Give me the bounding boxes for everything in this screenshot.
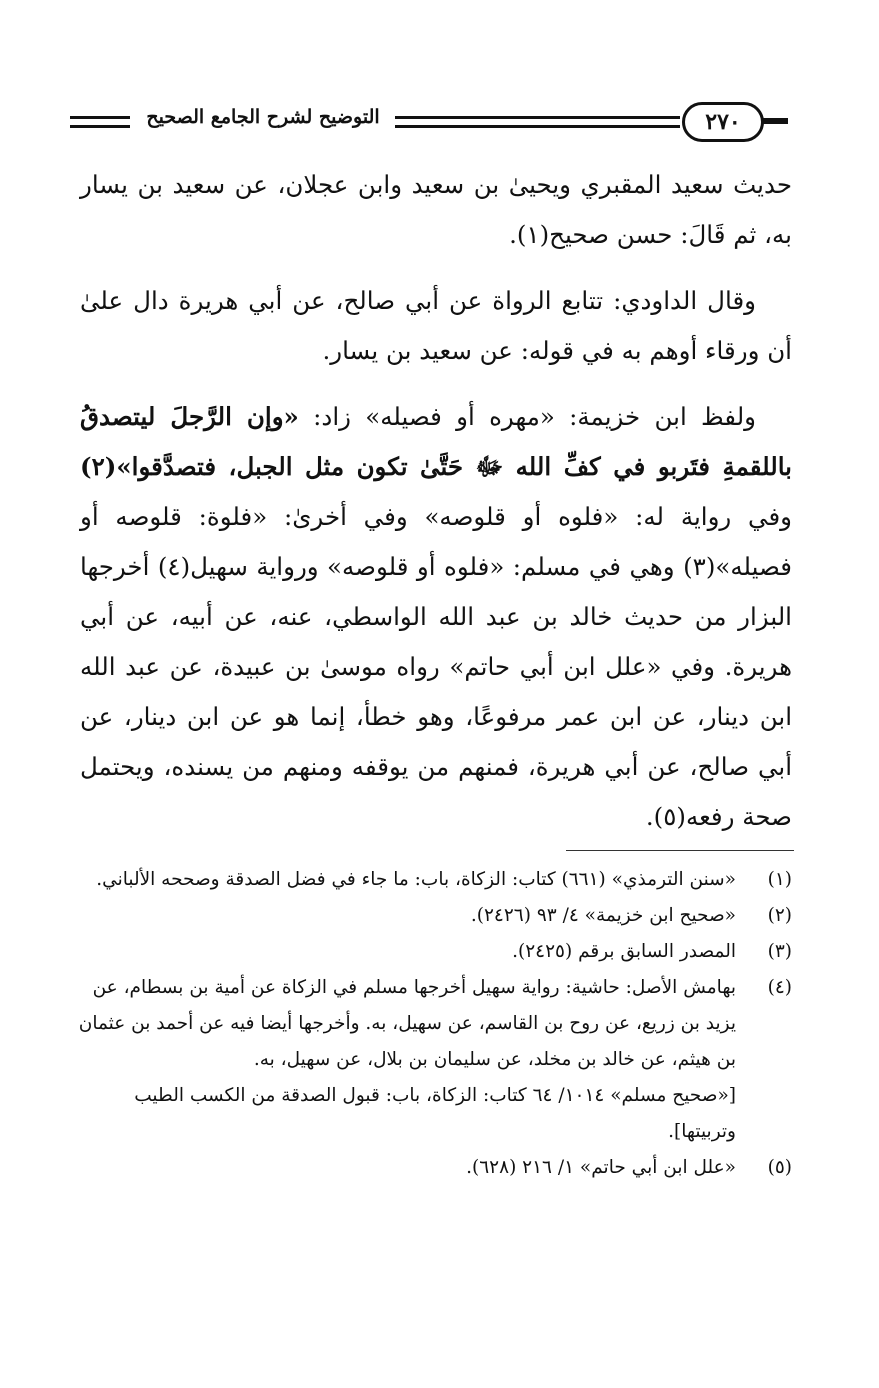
footnote-2 bbox=[70, 898, 792, 934]
footnote-number: (٣) bbox=[767, 941, 792, 962]
header-rule-right bbox=[762, 118, 788, 124]
footnotes bbox=[70, 862, 792, 1186]
header-rule-left bbox=[70, 116, 130, 128]
footnote-number: (٥) bbox=[767, 1157, 792, 1178]
footnote-number: (٤) bbox=[767, 977, 792, 998]
footnote-4-reference: [«صحيح مسلم» ١٠١٤/ ٦٤ كتاب: الزكاة، باب: قبول الصدقة من الكسب الطيب وتربيتها]. bbox=[134, 1085, 736, 1142]
paragraph-1: حديث سعيد المقبري ويحيىٰ بن سعيد وابن عجلان، عن سعيد بن يسار به، ثم قَالَ: حسن صحيح(١). bbox=[80, 170, 792, 249]
footnote-text: بهامش الأصل: حاشية: رواية سهيل أخرجها مسلم في الزكاة عن أمية بن بسطام، عن يزيد بن زريع، عن روح بن القاسم، عن سهيل، به. وأخرجها أيضا فيه عن أحمد بن عثمان بن هيثم، عن خالد بن مخلد، عن سليمان بن بلال، عن سهيل، به. bbox=[78, 977, 736, 1070]
footnote-number: (٢) bbox=[767, 905, 792, 926]
main-text bbox=[80, 160, 792, 858]
paragraph-3 bbox=[80, 392, 792, 842]
footnote-text: «صحيح ابن خزيمة» ٤/ ٩٣ (٢٤٢٦). bbox=[470, 905, 736, 926]
footnote-separator bbox=[566, 850, 794, 851]
footnote-3 bbox=[70, 934, 792, 970]
paragraph-3-rest: وفي رواية له: «فلوه أو قلوصه» وفي أخرىٰ: «فلوة: قلوصه أو فصيله»(٣) وهي في مسلم: «فلوه أو قلوصه» ورواية سهيل(٤) أخرجها البزار من حديث خالد بن عبد الله الواسطي، عنه، عن أبيه، عن أبي هريرة. وفي «علل ابن أبي حاتم» رواه موسىٰ بن عبيدة، عن عبد الله ابن دينار، عن ابن عمر مرفوعًا، وهو خطأ، إنما هو عن ابن دينار، عن أبي صالح، عن أبي هريرة، فمنهم من يوقفه ومنهم من يسنده، ويحتمل صحة رفعه(٥). bbox=[80, 502, 792, 831]
header-rule-middle bbox=[395, 116, 680, 128]
footnote-5 bbox=[70, 1150, 792, 1186]
page-header bbox=[70, 96, 788, 152]
footnote-number: (١) bbox=[767, 869, 792, 890]
footnote-text: «علل ابن أبي حاتم» ١/ ٢١٦ (٦٢٨). bbox=[466, 1157, 736, 1178]
paragraph-2: وقال الداودي: تتابع الرواة عن أبي صالح، عن أبي هريرة دال علىٰ أن ورقاء أوهم به في قوله: عن سعيد بن يسار. bbox=[80, 286, 792, 365]
footnote-1 bbox=[70, 862, 792, 898]
footnote-4 bbox=[70, 970, 792, 1078]
footnote-text: «سنن الترمذي» (٦٦١) كتاب: الزكاة، باب: ما جاء في فضل الصدقة وصححه الألباني. bbox=[96, 869, 736, 890]
footnote-text: المصدر السابق برقم (٢٤٢٥). bbox=[512, 941, 736, 962]
hadith-quote: «وإن الرَّجلَ ليتصدقُ باللقمةِ فتَربو في كفِّ الله ﷻ حَتَّىٰ تكون مثل الجبل، فتصدَّقوا»(٢) bbox=[80, 402, 792, 481]
running-title: التوضيح لشرح الجامع الصحيح bbox=[146, 106, 380, 128]
page-number: ٢٧٠ bbox=[682, 102, 764, 142]
paragraph-3-intro: ولفظ ابن خزيمة: «مهره أو فصيله» زاد: bbox=[298, 402, 756, 431]
